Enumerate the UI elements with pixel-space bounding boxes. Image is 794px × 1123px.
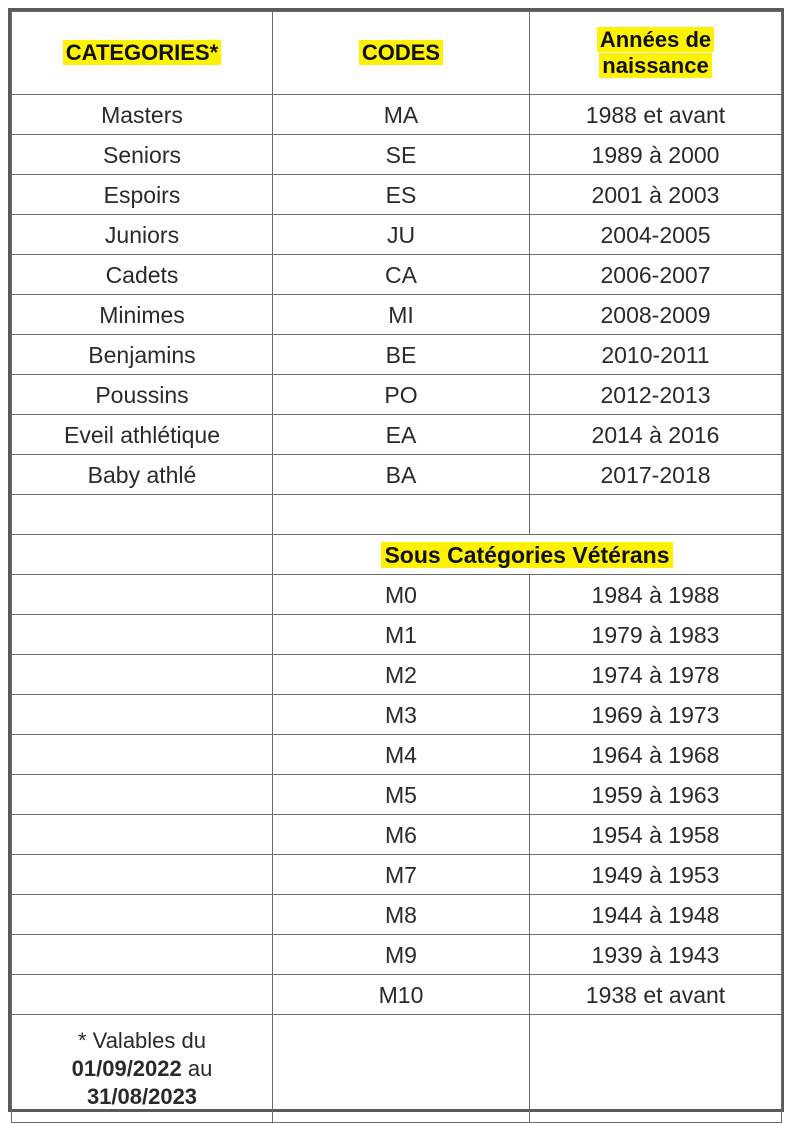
table-row — [12, 175, 782, 215]
categories-table-sheet — [8, 8, 784, 1112]
empty-cell — [12, 655, 273, 695]
header-years — [530, 12, 782, 95]
years-cell: 2010-2011 — [530, 335, 782, 375]
veteran-row — [12, 735, 782, 775]
footnote-cell — [12, 1015, 273, 1123]
footnote-line1: * Valables du — [77, 1027, 206, 1053]
veteran-row — [12, 695, 782, 735]
veterans-title-cell — [273, 535, 782, 575]
veterans-title: Sous Catégories Vétérans — [381, 542, 672, 568]
veteran-row — [12, 935, 782, 975]
category-cell: Baby athlé — [12, 455, 273, 495]
veteran-code-cell: M7 — [273, 855, 530, 895]
years-cell: 2008-2009 — [530, 295, 782, 335]
code-cell: CA — [273, 255, 530, 295]
years-cell: 2004-2005 — [530, 215, 782, 255]
table-row — [12, 335, 782, 375]
empty-cell — [12, 735, 273, 775]
code-cell: BA — [273, 455, 530, 495]
code-cell: MI — [273, 295, 530, 335]
veterans-title-row — [12, 535, 782, 575]
empty-cell — [12, 855, 273, 895]
category-cell: Juniors — [12, 215, 273, 255]
empty-cell — [273, 1015, 530, 1123]
category-cell: Cadets — [12, 255, 273, 295]
category-cell: Espoirs — [12, 175, 273, 215]
empty-cell — [12, 975, 273, 1015]
code-cell: ES — [273, 175, 530, 215]
veteran-code-cell: M3 — [273, 695, 530, 735]
empty-cell — [12, 615, 273, 655]
veteran-row — [12, 895, 782, 935]
veteran-code-cell: M6 — [273, 815, 530, 855]
years-cell: 2014 à 2016 — [530, 415, 782, 455]
code-cell: BE — [273, 335, 530, 375]
category-cell: Masters — [12, 95, 273, 135]
category-cell: Benjamins — [12, 335, 273, 375]
years-cell: 2017-2018 — [530, 455, 782, 495]
code-cell: PO — [273, 375, 530, 415]
footnote-row — [12, 1015, 782, 1123]
veteran-years-cell: 1938 et avant — [530, 975, 782, 1015]
empty-cell — [12, 575, 273, 615]
categories-table — [11, 11, 782, 1123]
footnote-au: au — [181, 1055, 213, 1081]
code-cell: EA — [273, 415, 530, 455]
empty-cell — [530, 495, 782, 535]
empty-cell — [12, 495, 273, 535]
veteran-years-cell: 1954 à 1958 — [530, 815, 782, 855]
veteran-years-cell: 1949 à 1953 — [530, 855, 782, 895]
code-cell: JU — [273, 215, 530, 255]
veteran-row — [12, 855, 782, 895]
empty-cell — [12, 935, 273, 975]
blank-row — [12, 495, 782, 535]
veteran-years-cell: 1944 à 1948 — [530, 895, 782, 935]
header-categories — [12, 12, 273, 95]
empty-cell — [12, 895, 273, 935]
veteran-years-cell: 1959 à 1963 — [530, 775, 782, 815]
veteran-code-cell: M8 — [273, 895, 530, 935]
years-cell: 2006-2007 — [530, 255, 782, 295]
veteran-years-cell: 1969 à 1973 — [530, 695, 782, 735]
empty-cell — [12, 695, 273, 735]
header-codes-label: CODES — [359, 40, 443, 65]
veteran-years-cell: 1964 à 1968 — [530, 735, 782, 775]
veteran-years-cell: 1939 à 1943 — [530, 935, 782, 975]
veteran-row — [12, 775, 782, 815]
table-row — [12, 135, 782, 175]
table-row — [12, 215, 782, 255]
footnote-date-from: 01/09/2022 — [71, 1055, 182, 1081]
empty-cell — [12, 775, 273, 815]
veteran-row — [12, 615, 782, 655]
veteran-row — [12, 815, 782, 855]
empty-cell — [12, 815, 273, 855]
table-row — [12, 95, 782, 135]
table-row — [12, 295, 782, 335]
footnote-date-to: 31/08/2023 — [86, 1083, 198, 1109]
code-cell: MA — [273, 95, 530, 135]
category-cell: Minimes — [12, 295, 273, 335]
header-years-line2: naissance — [599, 53, 711, 78]
header-categories-label: CATEGORIES* — [63, 40, 221, 65]
years-cell: 2012-2013 — [530, 375, 782, 415]
category-cell: Poussins — [12, 375, 273, 415]
header-codes — [273, 12, 530, 95]
veteran-code-cell: M1 — [273, 615, 530, 655]
header-years-line1: Années de — [597, 27, 714, 52]
category-cell: Seniors — [12, 135, 273, 175]
years-cell: 1989 à 2000 — [530, 135, 782, 175]
table-row — [12, 255, 782, 295]
veteran-code-cell: M5 — [273, 775, 530, 815]
empty-cell — [12, 535, 273, 575]
years-cell: 2001 à 2003 — [530, 175, 782, 215]
veteran-years-cell: 1974 à 1978 — [530, 655, 782, 695]
veteran-row — [12, 575, 782, 615]
veteran-code-cell: M4 — [273, 735, 530, 775]
table-row — [12, 455, 782, 495]
category-cell: Eveil athlétique — [12, 415, 273, 455]
years-cell: 1988 et avant — [530, 95, 782, 135]
empty-cell — [273, 495, 530, 535]
table-header-row — [12, 12, 782, 95]
code-cell: SE — [273, 135, 530, 175]
veteran-row — [12, 655, 782, 695]
veteran-years-cell: 1979 à 1983 — [530, 615, 782, 655]
table-row — [12, 375, 782, 415]
empty-cell — [530, 1015, 782, 1123]
table-row — [12, 415, 782, 455]
veteran-years-cell: 1984 à 1988 — [530, 575, 782, 615]
veteran-code-cell: M9 — [273, 935, 530, 975]
veteran-code-cell: M10 — [273, 975, 530, 1015]
veteran-row — [12, 975, 782, 1015]
veteran-code-cell: M0 — [273, 575, 530, 615]
veteran-code-cell: M2 — [273, 655, 530, 695]
